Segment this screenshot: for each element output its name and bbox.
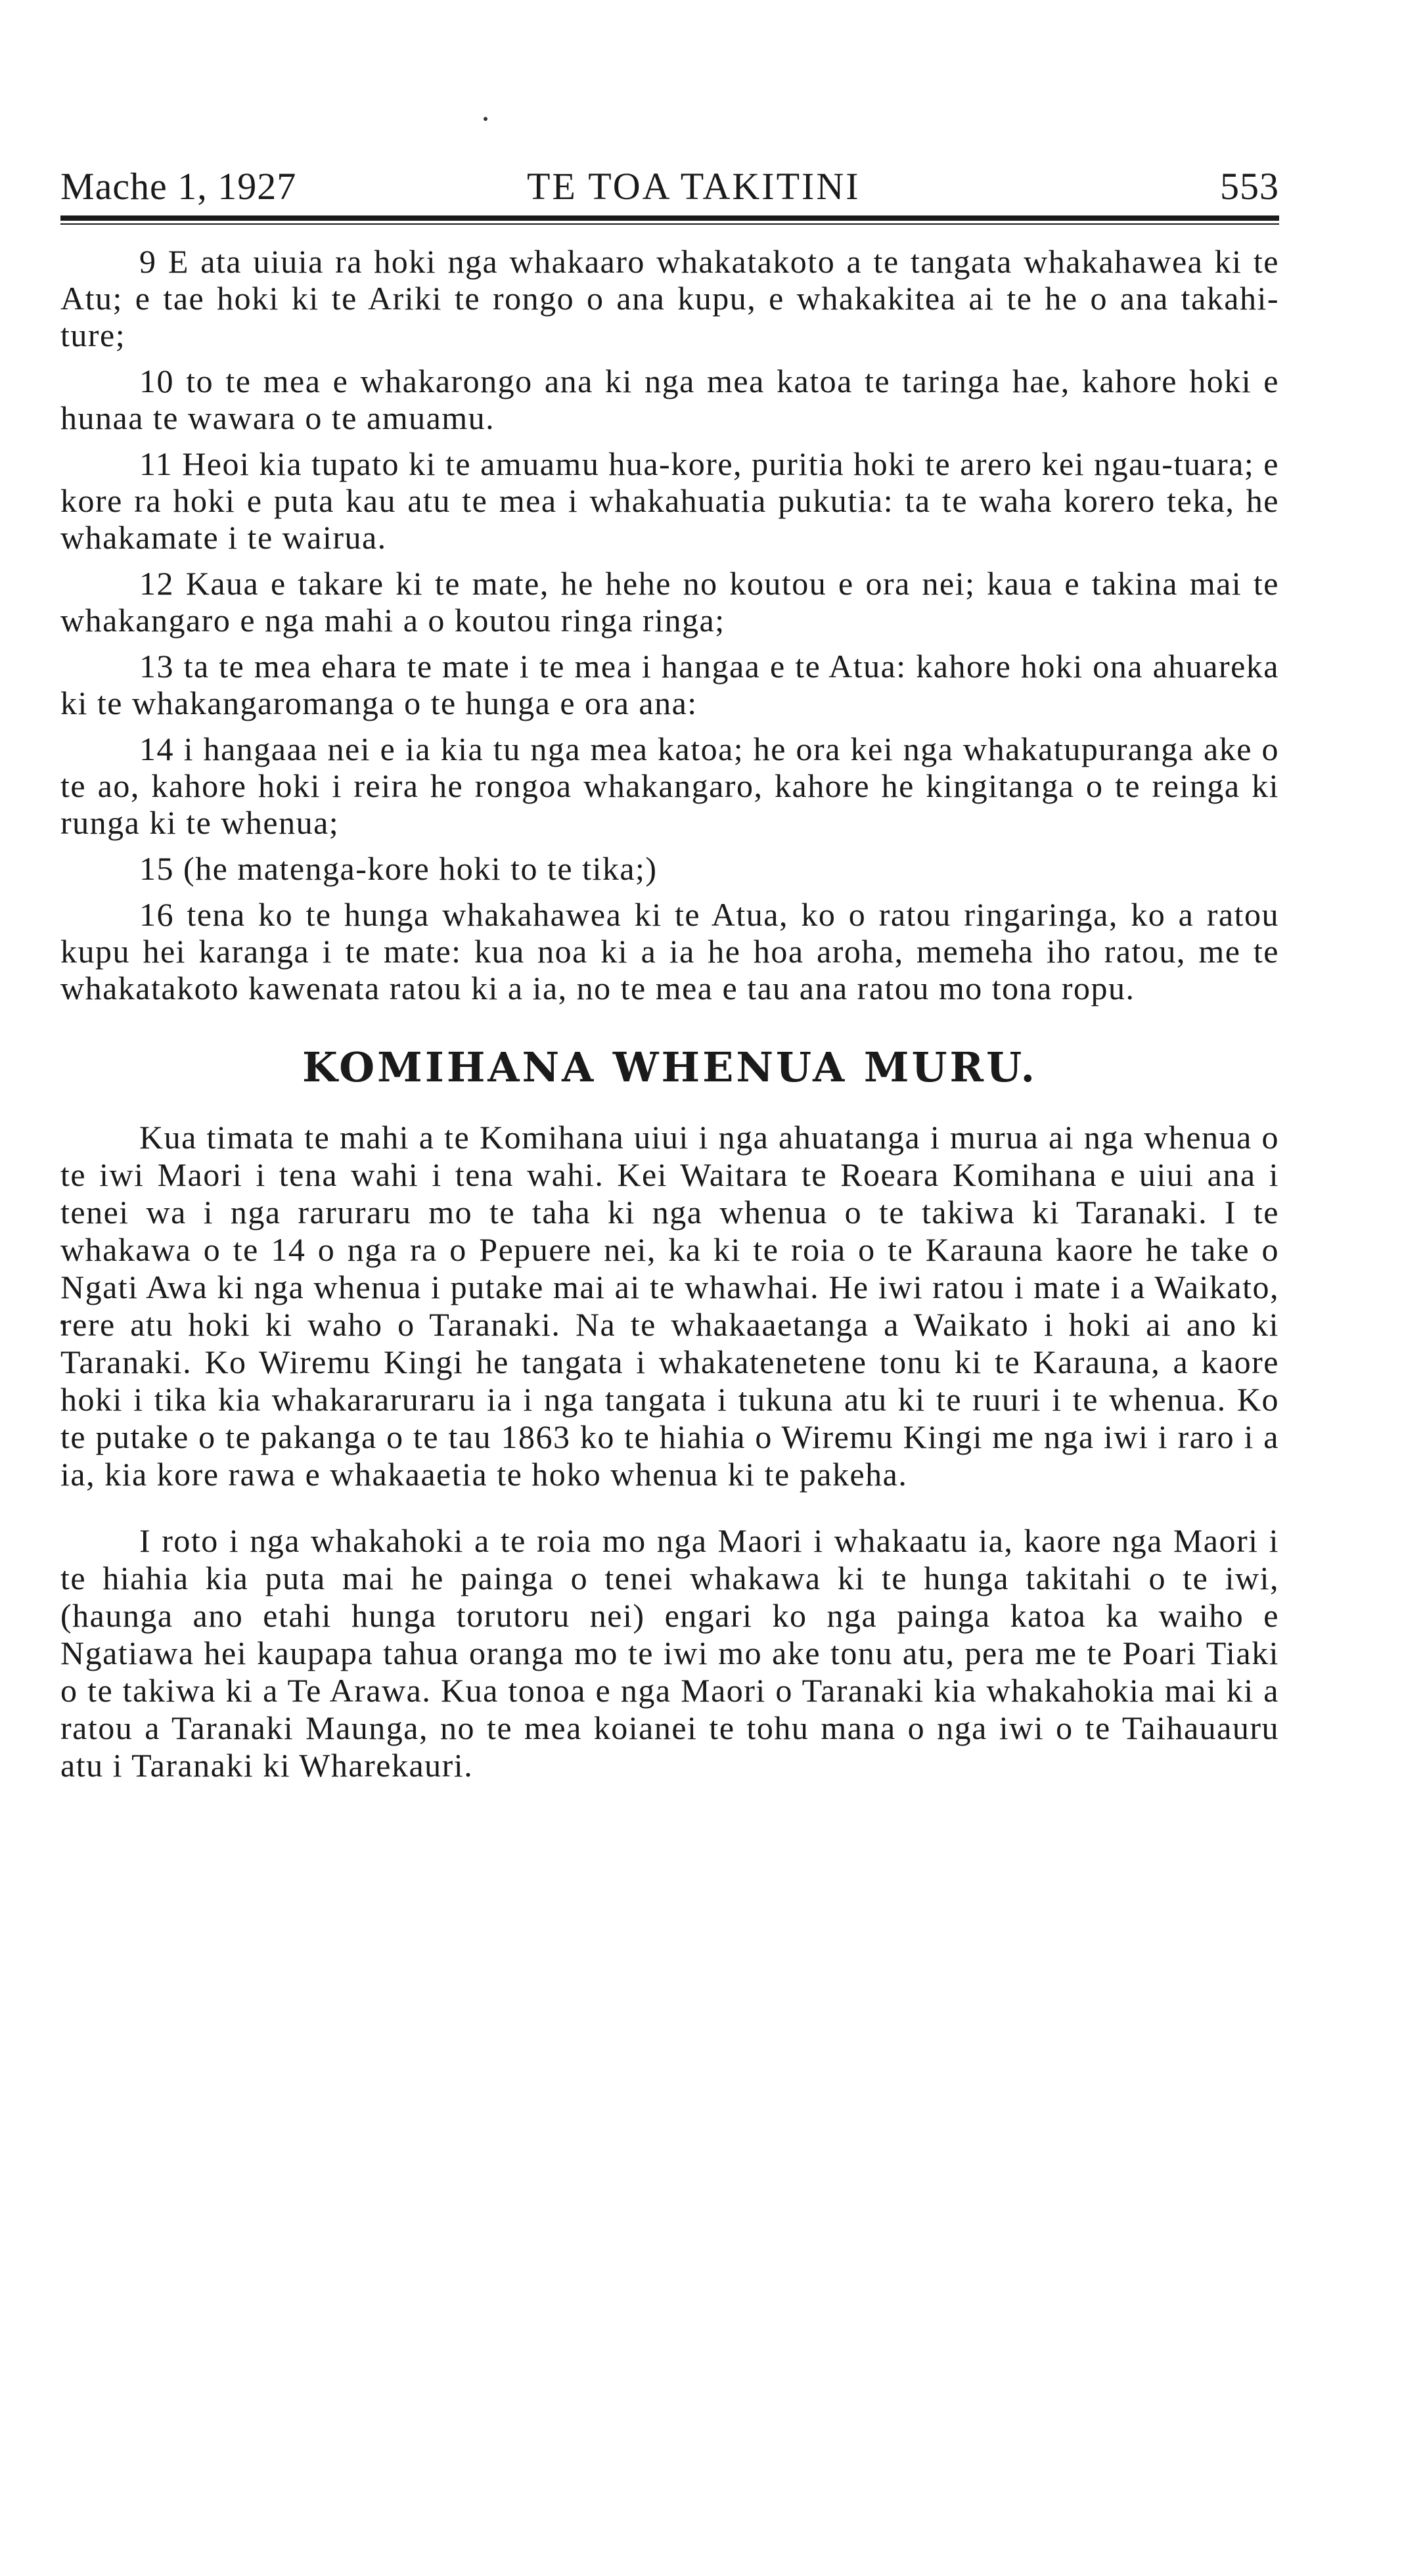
verse-13: 13 ta te mea ehara te mate i te mea i hangaa e te Atua: kahore hoki ona ahuareka ki te whakangaromanga o te hunga e ora ana:	[60, 648, 1279, 721]
publication-title: TE TOA TAKITINI	[527, 165, 861, 208]
header-rule	[60, 215, 1279, 221]
verse-11: 11 Heoi kia tupato ki te amuamu hua-kore, puritia hoki te arero kei ngau-tuara; e kore ra hoki e puta kau atu te mea i whakahuatia pukutia: ta te waha korero teka, he whakamate i te wairua.	[60, 445, 1279, 556]
page-number: 553	[1220, 165, 1279, 208]
section-heading: KOMIHANA WHENUA MURU.	[302, 1043, 1038, 1091]
verse-14: 14 i hangaaa nei e ia kia tu nga mea katoa; he ora kei nga whakatupuranga ake o te ao, kahore hoki i reira he rongoa whakangaro, kahore he kingitanga o te reinga ki runga ki te whenua;	[60, 731, 1279, 841]
verse-15: 15 (he matenga-kore hoki to te tika;)	[139, 850, 658, 887]
verse-10: 10 to te mea e whakarongo ana ki nga mea katoa te taringa hae, kahore hoki e hunaa te wawara o te amuamu.	[60, 363, 1279, 436]
issue-date: Mache 1, 1927	[60, 165, 297, 208]
verse-16: 16 tena ko te hunga whakahawea ki te Atua, ko o ratou ringaringa, ko a ratou kupu hei karanga i te mate: kua noa ki a ia he hoa aroha, memeha iho ratou, me te whakatakoto kawenata ratou ki a ia, no te mea e tau ana ratou mo tona ropu.	[60, 896, 1279, 1006]
header-rule-thin	[60, 223, 1279, 225]
verse-12: 12 Kaua e takare ki te mate, he hehe no koutou e ora nei; kaua e takina mai te whakangaro e nga mahi a o koutou ringa ringa;	[60, 565, 1279, 639]
article-paragraph: I roto i nga whakahoki a te roia mo nga Maori i whakaatu ia, kaore nga Maori i te hiahia kia puta mai he painga o tenei whakawa ki te hunga takitahi o te iwi, (haunga ano etahi hunga torutoru nei) engari ko nga painga katoa ka waiho e Ngatiawa hei kaupapa tahua oranga mo te iwi mo ake tonu atu, pera me te Poari Tiaki o te takiwa ki a Te Arawa. Kua tonoa e nga Maori o Taranaki kia whakahokia mai ki a ratou a Taranaki Maunga, no te mea koianei te tohu mana o nga iwi o te Taihauauru atu i Taranaki ki Wharekauri.	[60, 1522, 1279, 1784]
verse-9: 9 E ata uiuia ra hoki nga whakaaro whakatakoto a te tangata whakahawea ki te Atu; e tae hoki ki te Ariki te rongo o ana kupu, e whakakitea ai te he o ana takahi-ture;	[60, 243, 1279, 353]
scripture-verses	[60, 243, 1279, 1006]
stray-mark	[484, 117, 487, 121]
article-paragraph: Kua timata te mahi a te Komihana uiui i nga ahuatanga i murua ai nga whenua o te iwi Maori i tena wahi i tena wahi. Kei Waitara te Roeara Komihana e uiui ana i tenei wa i nga raruraru mo te taha ki nga whenua o te takiwa ki Taranaki. I te whakawa o te 14 o nga ra o Pepuere nei, ka ki te roia o te Karauna kaore he take o Ngati Awa ki nga whenua i putake mai ai te whawhai. He iwi ratou i mate i a Waikato, rere atu hoki ki waho o Taranaki. Na te whakaaetanga a Waikato i hoki ai ano ki Taranaki. Ko Wiremu Kingi he tangata i whakatenetene tonu ki te Karauna, a kaore hoki i tika kia whakararuraru ia i nga tangata i tukuna atu ki te ruuri i te whenua. Ko te putake o te pakanga o te tau 1863 ko te hiahia o Wiremu Kingi me nga iwi i raro i a ia, kia kore rawa e whakaaetia te hoko whenua ki te pakeha.	[60, 1119, 1279, 1493]
newspaper-page	[60, 164, 1279, 1813]
article-body	[60, 1119, 1279, 1784]
running-header	[60, 164, 1279, 210]
